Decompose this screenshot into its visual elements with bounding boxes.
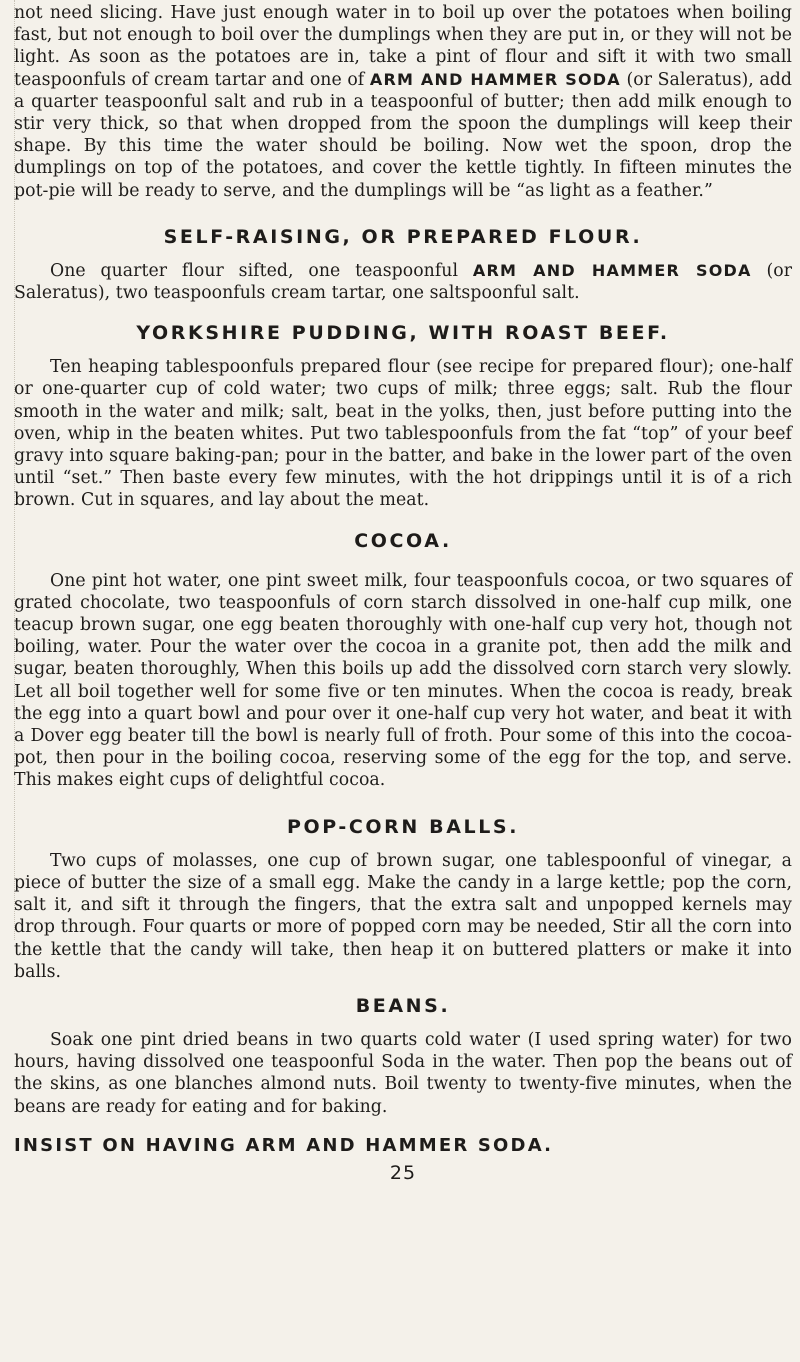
paragraph-text: (or Saleratus), add a quarter teaspoonful salt and rub in a teaspoonful of butter; then add milk enough to stir very thick, so that when dropped from the spoon the dumplings will keep their shape. By this time the water should be boiling. Now wet the spoon, drop the dumplings on top of the potatoes, and cover the kettle tightly. In fifteen minutes the pot-pie will be ready to serve, and the dumplings will be “as light as a feather.” xyxy=(14,69,793,201)
footer-slogan: INSIST ON HAVING ARM AND HAMMER SODA. xyxy=(14,1134,554,1156)
text-column xyxy=(14,2,792,1186)
section-title-popcorn: POP-CORN BALLS. xyxy=(286,815,520,838)
popcorn-recipe: Two cups of molasses, one cup of brown sugar, one tablespoonful of vinegar, a piece of butter the size of a small egg. Make the candy in a large kettle; pop the corn, salt it, and sift it through the fingers, that the extra salt and unpopped kernels may drop through. Four quarts or more of popped corn may be needed, Stir all the corn into the kettle that the candy will take, then heap it on buttered platters or make it into balls. xyxy=(14,850,792,982)
section-title-beans: BEANS. xyxy=(355,994,451,1017)
paragraph-text: not need slicing. Have just enough water in to boil up over the potatoes when boiling fast, but not enough to boil over the dumplings when they are put in, or they will not be light. As soon as the potatoes are in, take a pint of flour and sift it with two small teaspoonfuls of cream tartar and one of xyxy=(14,3,792,90)
yorkshire-recipe: Ten heaping tablespoonfuls prepared flour (see recipe for prepared flour); one-half or one-quarter cup of cold water; two cups of milk; three eggs; salt. Rub the flour smooth in the water and milk; salt, beat in the yolks, then, just before putting into the oven, whip in the beaten whites. Put two tablespoonfuls from the fat “top” of your beef gravy into square baking-pan; pour in the batter, and bake in the lower part of the oven until “set.” Then baste every few minutes, with the hot drippings until it is of a rich brown. Cut in squares, and lay about the meat. xyxy=(14,357,792,511)
self-raising-recipe xyxy=(14,260,792,304)
section-title-self-raising: SELF-RAISING, OR PREPARED FLOUR. xyxy=(163,225,643,248)
section-title-yorkshire: YORKSHIRE PUDDING, WITH ROAST BEEF. xyxy=(136,322,670,345)
section-title-cocoa: COCOA. xyxy=(354,529,452,552)
beans-recipe: Soak one pint dried beans in two quarts cold water (I used spring water) for two hours, having dissolved one teaspoonful Soda in the water. Then pop the beans out of the skins, as one blanches almond nuts. Boil twenty to twenty-five minutes, when the beans are ready for eating and for baking. xyxy=(14,1029,792,1117)
brand-name: ARM AND HAMMER SODA xyxy=(369,69,621,89)
recipe-text: (or Saleratus), two teaspoonfuls cream tartar, one saltspoonful salt. xyxy=(14,260,793,304)
cocoa-recipe: One pint hot water, one pint sweet milk, four teaspoonfuls cocoa, or two squares of grated chocolate, two teaspoonfuls of corn starch dissolved in one-half cup milk, one teacup brown sugar, one egg beaten thoroughly with one-half cup very hot, though not boiling, water. Pour the water over the cocoa in a granite pot, then add the milk and sugar, beaten thoroughly, When this boils up add the dissolved corn starch very slowly. Let all boil together well for some five or ten minutes. When the cocoa is ready, break the egg into a quart bowl and pour over it one-half cup very hot water, and beat it with a Dover egg beater till the bowl is nearly full of froth. Pour some of this into the cocoa-pot, then pour in the boiling cocoa, reserving some of the egg for the top, and serve. This makes eight cups of delightful cocoa. xyxy=(14,570,792,791)
recipe-text: One quarter flour sifted, one teaspoonful xyxy=(50,260,459,281)
continued-dumpling-paragraph xyxy=(14,2,792,202)
page-gutter xyxy=(0,0,15,940)
page-number: 25 xyxy=(389,1161,417,1184)
brand-name: ARM AND HAMMER SODA xyxy=(472,260,752,280)
